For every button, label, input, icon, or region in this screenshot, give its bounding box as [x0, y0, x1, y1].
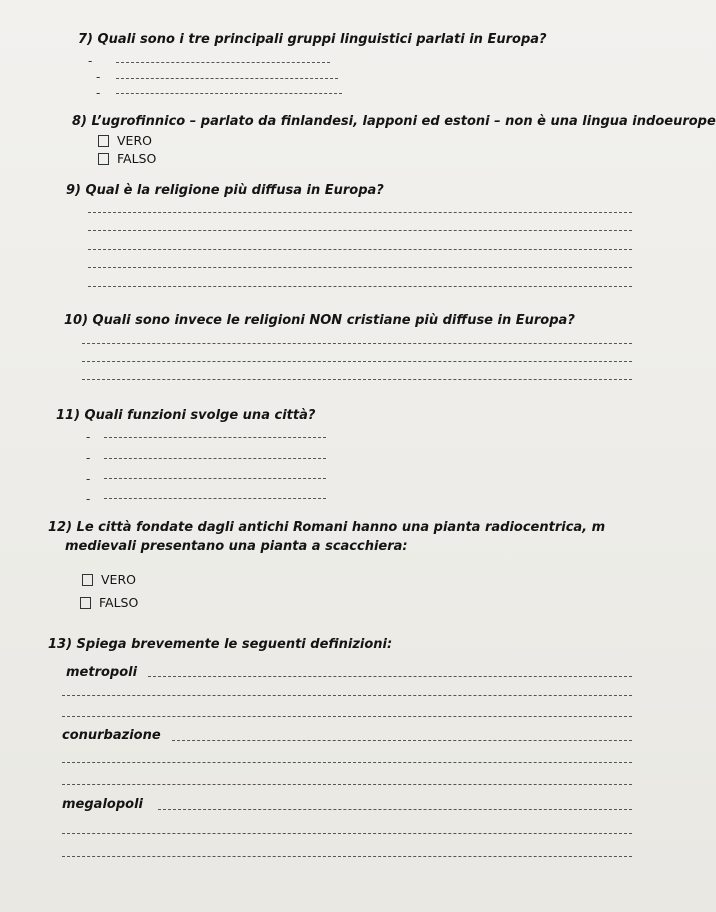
answer-line[interactable] [82, 379, 632, 380]
answer-line[interactable] [88, 212, 632, 213]
question-13: 13) Spiega brevemente le seguenti definizioni: [48, 637, 393, 652]
answer-line[interactable] [158, 809, 632, 810]
term-megalopoli: megalopoli [62, 797, 143, 812]
answer-line[interactable] [62, 833, 632, 834]
checkbox[interactable] [80, 597, 91, 609]
answer-line[interactable] [88, 286, 632, 287]
option-label: VERO [117, 133, 152, 148]
question-7: 7) Quali sono i tre principali gruppi linguistici parlati in Europa? [78, 32, 547, 47]
answer-line[interactable] [82, 343, 632, 344]
answer-line[interactable] [104, 458, 326, 459]
answer-line[interactable] [116, 93, 342, 94]
bullet: - [86, 430, 91, 444]
option-vero[interactable] [98, 133, 152, 148]
answer-line[interactable] [62, 784, 632, 785]
answer-line[interactable] [116, 62, 330, 63]
bullet: - [86, 451, 91, 465]
answer-line[interactable] [116, 78, 338, 79]
question-11: 11) Quali funzioni svolge una città? [56, 408, 316, 423]
answer-line[interactable] [148, 676, 632, 677]
option-falso[interactable] [80, 595, 138, 610]
checkbox[interactable] [98, 135, 109, 147]
answer-line[interactable] [104, 437, 326, 438]
answer-line[interactable] [88, 267, 632, 268]
bullet: - [86, 492, 91, 506]
option-falso[interactable] [98, 151, 156, 166]
option-label: FALSO [99, 595, 139, 610]
answer-line[interactable] [82, 361, 632, 362]
answer-line[interactable] [62, 716, 632, 717]
answer-line[interactable] [172, 740, 632, 741]
answer-line[interactable] [104, 478, 326, 479]
question-8: 8) L’ugrofinnico – parlato da finlandesi, lapponi ed estoni – non è una lingua indoeurope [72, 114, 716, 129]
bullet: - [96, 70, 101, 84]
question-12-line-2: medievali presentano una pianta a scacchiera: [65, 539, 408, 554]
term-conurbazione: conurbazione [62, 728, 161, 743]
checkbox[interactable] [98, 153, 109, 165]
bullet: - [96, 86, 101, 100]
question-12-line-1: 12) Le città fondate dagli antichi Romani hanno una pianta radiocentrica, m [48, 520, 606, 535]
bullet: - [86, 472, 91, 486]
answer-line[interactable] [62, 856, 632, 857]
option-label: VERO [101, 572, 136, 587]
answer-line[interactable] [62, 695, 632, 696]
answer-line[interactable] [88, 249, 632, 250]
question-9: 9) Qual è la religione più diffusa in Europa? [66, 183, 384, 198]
option-vero[interactable] [82, 572, 136, 587]
answer-line[interactable] [62, 762, 632, 763]
option-label: FALSO [117, 151, 157, 166]
answer-line[interactable] [88, 230, 632, 231]
answer-line[interactable] [104, 498, 326, 499]
term-metropoli: metropoli [66, 665, 138, 680]
question-10: 10) Quali sono invece le religioni NON cristiane più diffuse in Europa? [64, 313, 575, 328]
bullet: - [88, 54, 93, 68]
checkbox[interactable] [82, 574, 93, 586]
